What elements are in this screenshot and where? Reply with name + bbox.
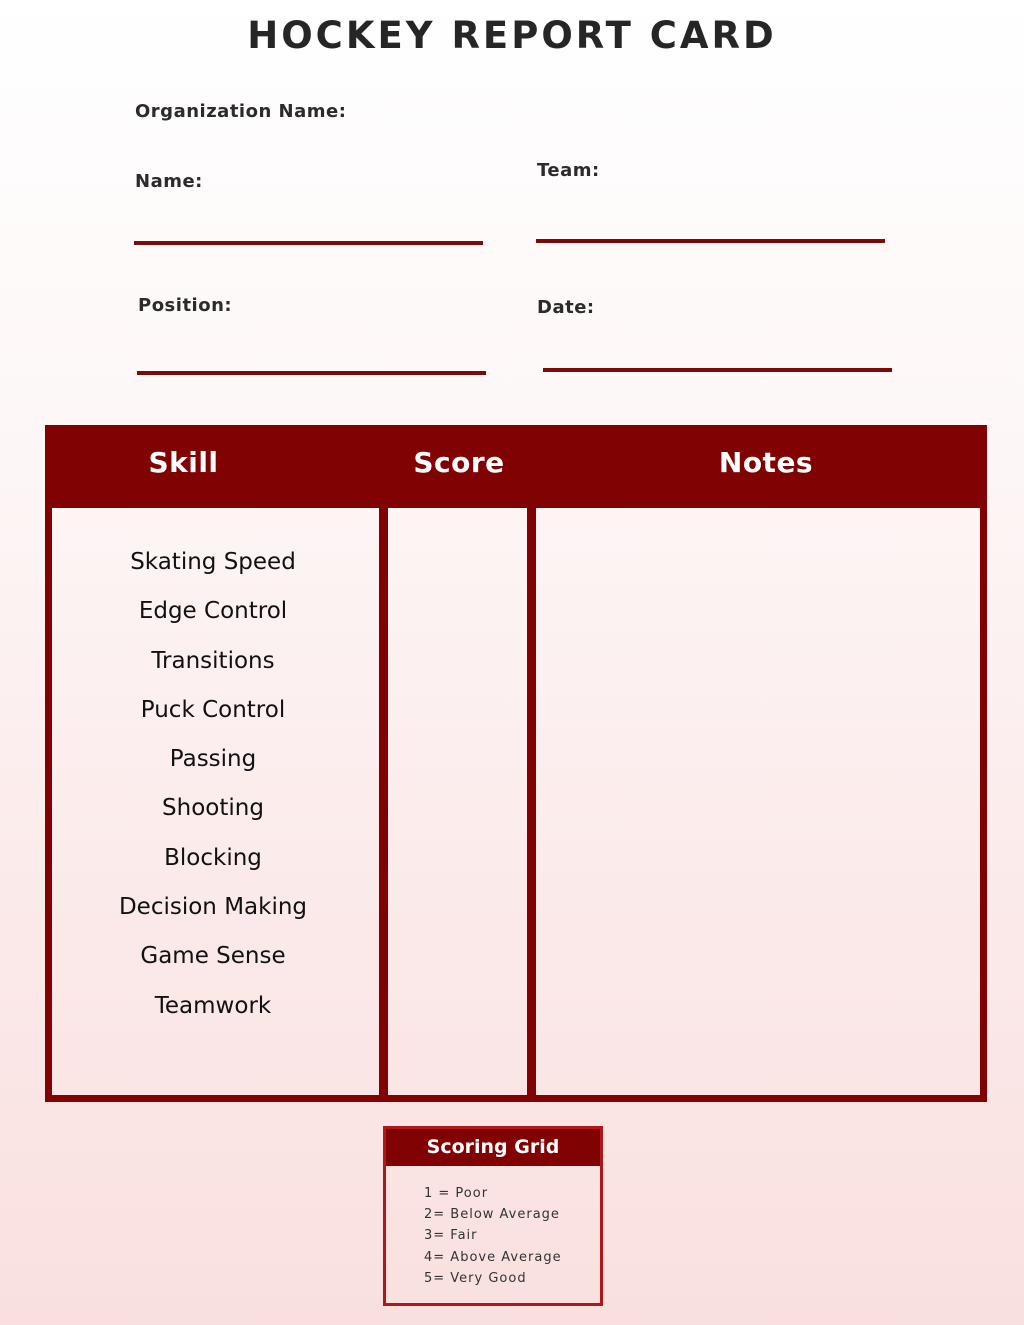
scoring-grid-list [424,1183,562,1289]
skill-list [52,540,374,1033]
list-item-skill: Skating Speed [130,549,296,575]
scoring-grid [383,1126,603,1306]
name-field[interactable] [134,241,483,245]
list-item-skill: Shooting [162,795,264,822]
position-label: Position: [138,295,233,316]
scoring-grid-item: 1 = Poor [424,1186,489,1201]
header-score: Score [413,446,505,479]
scoring-grid-item: 5= Very Good [424,1270,527,1286]
scoring-grid-item: 2= Below Average [424,1207,560,1223]
column-divider-score-notes [527,501,536,1095]
organization-name-label: Organization Name: [135,101,347,122]
scoring-grid-item: 4= Above Average [424,1249,562,1265]
header-notes: Notes [718,446,814,479]
list-item-skill: Puck Control [140,696,286,723]
list-item-skill: Edge Control [138,598,288,625]
page-title: HOCKEY REPORT CARD [247,14,777,57]
column-divider-skill-score [379,501,388,1095]
list-item-skill: Decision Making [118,894,308,921]
date-label: Date: [537,297,595,318]
date-field[interactable] [543,368,892,372]
name-label: Name: [135,171,203,192]
scoring-grid-title: Scoring Grid [386,1129,600,1166]
table-header [45,425,987,501]
scoring-grid-item: 3= Fair [424,1228,478,1244]
team-field[interactable] [536,239,885,243]
list-item-skill: Blocking [164,844,262,871]
position-field[interactable] [137,371,486,375]
list-item-skill: Passing [169,746,257,773]
team-label: Team: [537,160,600,181]
list-item-skill: Transitions [151,647,275,674]
header-skill: Skill [148,446,219,479]
list-item-skill: Teamwork [154,992,272,1019]
list-item-skill: Game Sense [140,943,286,970]
